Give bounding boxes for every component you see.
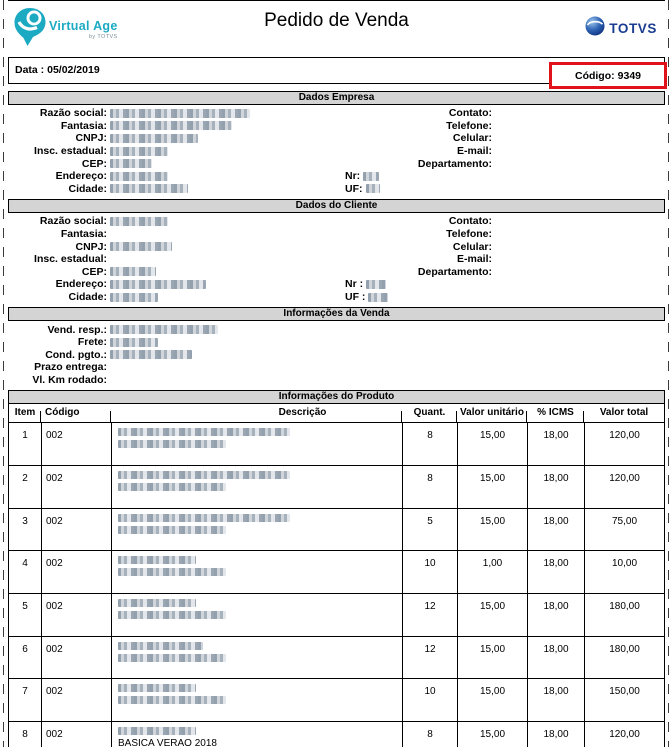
cell-item: 1 — [22, 430, 28, 442]
section-header-cliente: Dados do Cliente — [8, 199, 665, 213]
section-empresa — [8, 105, 665, 195]
redacted-description — [118, 526, 226, 534]
cell-icms: 18,00 — [527, 679, 584, 721]
column-header-quant: Quant. — [402, 404, 457, 422]
redacted-value — [363, 172, 379, 181]
cell-item: 4 — [22, 558, 28, 570]
cell-codigo: 002 — [41, 551, 111, 593]
field-row — [8, 266, 665, 279]
redacted-value — [110, 325, 218, 334]
cell-descricao — [111, 509, 402, 551]
redacted-description — [118, 440, 226, 448]
redacted-description — [118, 483, 226, 491]
cell-quant: 5 — [402, 509, 457, 551]
cell-valor-unitario: 1,00 — [457, 551, 527, 593]
table-row — [9, 722, 664, 747]
column-header-item: Item — [14, 407, 36, 419]
field-label-endereco: Endereço: — [55, 170, 107, 183]
field-label-cidade: Cidade: — [68, 291, 107, 304]
table-header-row — [9, 404, 664, 423]
field-label-cep: CEP: — [81, 265, 107, 278]
cell-descricao — [111, 551, 402, 593]
cell-valor-total: 10,00 — [584, 551, 664, 593]
redacted-value — [110, 350, 192, 359]
cell-descricao — [111, 722, 402, 747]
cell-icms: 18,00 — [527, 594, 584, 636]
table-row — [9, 637, 664, 680]
field-row — [8, 349, 665, 362]
cell-icms: 18,00 — [527, 509, 584, 551]
field-label-departamento: Departamento: — [417, 157, 492, 170]
field-label-uf: UF : — [345, 291, 366, 304]
cell-quant: 12 — [402, 637, 457, 679]
field-label-razao-social: Razão social: — [39, 215, 107, 228]
column-header-valor-unitario: Valor unitário — [457, 404, 527, 422]
cell-valor-unitario: 15,00 — [457, 722, 527, 747]
report-header — [8, 0, 665, 57]
redacted-description — [118, 611, 226, 619]
field-label-departamento: Departamento: — [417, 265, 492, 278]
redacted-description — [118, 428, 290, 436]
totvs-wordmark: TOTVS — [609, 21, 657, 36]
field-row — [8, 157, 665, 170]
redacted-description — [118, 654, 226, 662]
redacted-value — [110, 293, 158, 302]
field-row — [8, 107, 665, 120]
field-row — [8, 120, 665, 133]
cell-descricao — [111, 679, 402, 721]
field-label-fantasia: Fantasia: — [60, 119, 107, 132]
table-row — [9, 466, 664, 509]
field-label-cnpj: CNPJ: — [75, 240, 107, 253]
redacted-value — [110, 280, 206, 289]
table-row — [9, 594, 664, 637]
column-header-codigo: Código — [41, 404, 111, 422]
cell-codigo: 002 — [41, 722, 111, 747]
field-label-celular: Celular: — [452, 132, 492, 145]
code-label: Código: — [574, 69, 615, 82]
field-label-email: E-mail: — [456, 145, 492, 158]
table-row — [9, 423, 664, 466]
cell-valor-unitario: 15,00 — [457, 679, 527, 721]
redacted-value — [110, 121, 232, 130]
field-label-email: E-mail: — [456, 253, 492, 266]
table-row — [9, 509, 664, 552]
field-label-frete: Frete: — [77, 336, 107, 349]
cell-item: 5 — [22, 601, 28, 613]
cell-valor-unitario: 15,00 — [457, 594, 527, 636]
redacted-description — [118, 642, 203, 650]
field-label-celular: Celular: — [452, 240, 492, 253]
redacted-value — [110, 159, 152, 168]
redacted-description — [118, 684, 196, 692]
cell-item: 6 — [22, 643, 28, 655]
redacted-description — [118, 727, 196, 735]
field-row — [8, 215, 665, 228]
cell-quant: 8 — [402, 466, 457, 508]
field-label-vl-km-rodado: Vl. Km rodado: — [32, 373, 107, 386]
info-bar — [8, 57, 665, 84]
field-label-fantasia: Fantasia: — [60, 228, 107, 241]
cell-quant: 12 — [402, 594, 457, 636]
cell-codigo: 002 — [41, 423, 111, 465]
field-row — [8, 253, 665, 266]
field-row — [8, 291, 665, 304]
cell-item: 7 — [22, 686, 28, 698]
page-margin-dash-right — [668, 0, 669, 747]
field-label-insc-estadual: Insc. estadual: — [34, 145, 107, 158]
cell-icms: 18,00 — [527, 466, 584, 508]
cell-codigo: 002 — [41, 679, 111, 721]
redacted-value — [110, 184, 188, 193]
field-row — [8, 240, 665, 253]
cell-valor-total: 120,00 — [584, 722, 664, 747]
product-table — [8, 404, 665, 747]
redacted-description — [118, 556, 196, 564]
redacted-description — [118, 568, 226, 576]
cell-valor-total: 150,00 — [584, 679, 664, 721]
field-label-cond-pgto: Cond. pgto.: — [45, 348, 107, 361]
field-row — [8, 132, 665, 145]
field-row — [8, 278, 665, 291]
field-label-cnpj: CNPJ: — [75, 132, 107, 145]
cell-icms: 18,00 — [527, 423, 584, 465]
redacted-value — [110, 338, 158, 347]
field-label-nr: Nr : — [345, 278, 364, 291]
field-label-contato: Contato: — [448, 107, 492, 120]
cell-quant: 10 — [402, 679, 457, 721]
field-label-razao-social: Razão social: — [39, 107, 107, 120]
redacted-value — [110, 147, 168, 156]
redacted-value — [110, 109, 250, 118]
field-label-nr: Nr: — [345, 170, 361, 183]
field-row — [8, 323, 665, 336]
cell-codigo: 002 — [41, 466, 111, 508]
cell-valor-unitario: 15,00 — [457, 423, 527, 465]
section-header-empresa: Dados Empresa — [8, 91, 665, 105]
virtual-age-wordmark: Virtual Age — [49, 19, 118, 33]
field-label-uf: UF: — [345, 182, 363, 195]
redacted-description — [118, 471, 290, 479]
field-row — [8, 228, 665, 241]
field-label-contato: Contato: — [448, 215, 492, 228]
cell-icms: 18,00 — [527, 722, 584, 747]
field-row — [8, 183, 665, 196]
column-header-icms: % ICMS — [527, 404, 584, 422]
date-value: 05/02/2019 — [47, 64, 100, 76]
code-value: 9349 — [617, 69, 641, 82]
cell-valor-total: 120,00 — [584, 466, 664, 508]
field-row — [8, 361, 665, 374]
field-row — [8, 145, 665, 158]
cell-codigo: 002 — [41, 509, 111, 551]
cell-quant: 8 — [402, 423, 457, 465]
cell-valor-unitario: 15,00 — [457, 466, 527, 508]
cell-quant: 8 — [402, 722, 457, 747]
field-label-cidade: Cidade: — [68, 182, 107, 195]
cell-descricao — [111, 637, 402, 679]
description-line: BASICA VERAO 2018 — [118, 738, 217, 747]
cell-codigo: 002 — [41, 637, 111, 679]
cell-item: 3 — [22, 515, 28, 527]
section-cliente — [8, 213, 665, 303]
cell-icms: 18,00 — [527, 551, 584, 593]
page-margin-dash-left — [3, 0, 4, 747]
field-label-telefone: Telefone: — [446, 228, 492, 241]
cell-item: 2 — [22, 472, 28, 484]
field-label-vend-resp: Vend. resp.: — [47, 323, 107, 336]
redacted-description — [118, 514, 290, 522]
section-header-venda: Informações da Venda — [8, 307, 665, 321]
field-label-telefone: Telefone: — [446, 119, 492, 132]
field-label-endereco: Endereço: — [55, 278, 107, 291]
cell-quant: 10 — [402, 551, 457, 593]
cell-valor-total: 180,00 — [584, 637, 664, 679]
field-row — [8, 170, 665, 183]
redacted-value — [110, 217, 168, 226]
column-header-valor-total: Valor total — [584, 404, 664, 422]
totvs-logo — [585, 16, 657, 41]
redacted-value — [366, 184, 380, 193]
cell-valor-unitario: 15,00 — [457, 637, 527, 679]
cell-valor-total: 75,00 — [584, 509, 664, 551]
redacted-value — [110, 172, 168, 181]
cell-valor-total: 180,00 — [584, 594, 664, 636]
totvs-sphere-icon — [585, 16, 605, 41]
cell-descricao — [111, 466, 402, 508]
cell-descricao — [111, 423, 402, 465]
table-row — [9, 679, 664, 722]
cell-item: 8 — [22, 729, 28, 741]
page-title: Pedido de Venda — [264, 10, 409, 31]
redacted-value — [366, 280, 386, 289]
date-label: Data : — [15, 64, 45, 76]
code-highlight-box — [549, 62, 667, 89]
field-row — [8, 374, 665, 387]
redacted-value — [368, 293, 388, 302]
cell-icms: 18,00 — [527, 637, 584, 679]
field-row — [8, 336, 665, 349]
section-header-produtos: Informações do Produto — [8, 390, 665, 404]
field-label-prazo-entrega: Prazo entrega: — [34, 361, 107, 374]
cell-valor-total: 120,00 — [584, 423, 664, 465]
redacted-value — [110, 267, 156, 276]
cell-descricao — [111, 594, 402, 636]
redacted-value — [110, 134, 198, 143]
section-venda — [8, 321, 665, 386]
cell-valor-unitario: 15,00 — [457, 509, 527, 551]
redacted-description — [118, 599, 196, 607]
virtual-age-byline: by TOTVS — [88, 34, 118, 40]
column-header-descricao: Descrição — [111, 404, 402, 422]
redacted-value — [110, 242, 172, 251]
table-row — [9, 551, 664, 594]
field-label-insc-estadual: Insc. estadual: — [34, 253, 107, 266]
redacted-description — [118, 696, 226, 704]
cell-codigo: 002 — [41, 594, 111, 636]
field-label-cep: CEP: — [81, 157, 107, 170]
